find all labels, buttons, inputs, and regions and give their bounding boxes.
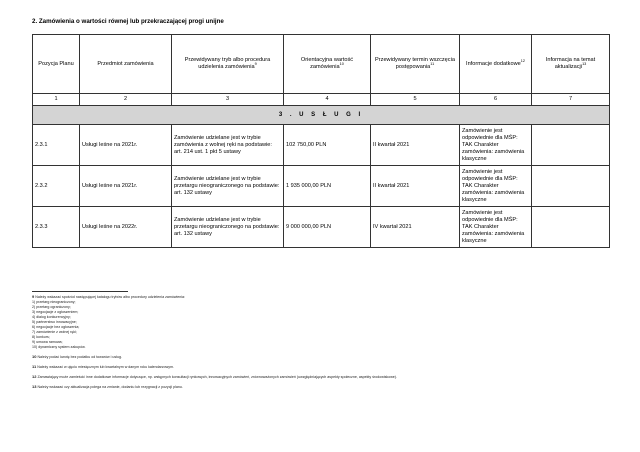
header-value: Orientacyjna wartość zamówienia$^{10}$ (284, 35, 371, 94)
procurement-plan-table (32, 34, 610, 248)
row-procedure: Zamówienie udzielane jest w trybie przetargu nieograniczonego na podstawie: art. 132 ustawy (172, 207, 284, 248)
row-value: 102 750,00 PLN (284, 125, 371, 166)
footnote-list-item: 8) konkurs; (32, 335, 50, 339)
footnote-list-item: 5) partnerstwo innowacyjne; (32, 320, 77, 324)
row-update-info (532, 207, 610, 248)
row-subject: Usługi leśne na 2021r. (80, 166, 172, 207)
row-term: IV kwartał 2021 (371, 207, 460, 248)
header-update-info: Informacja na temat aktualizacji$^{13}$ (532, 35, 610, 94)
row-procedure: Zamówienie udzielane jest w trybie zamówienia z wolnej ręki na podstawie: art. 214 ust. 1 pkt 5 ustawy (172, 125, 284, 166)
section-title: 3 . U S Ł U G I (33, 106, 610, 125)
column-number: 7 (532, 94, 610, 106)
footnote-9: 9 Należy wskazać spośród następującej katalogu trybów albo procedury udzielenia zamówienia: (32, 294, 186, 299)
footnote-list-item: 9) umowa ramowa; (32, 340, 63, 344)
table-row (33, 125, 610, 166)
header-procedure: Przewidywany tryb albo procedura udzielenia zamówienia$^9$ (172, 35, 284, 94)
row-subject: Usługi leśne na 2022r. (80, 207, 172, 248)
row-term: II kwartał 2021 (371, 125, 460, 166)
row-update-info (532, 125, 610, 166)
footnote-list-item: 7) zamówienie z wolnej ręki; (32, 330, 77, 334)
footnote-list-item: 6) negocjacje bez ogłoszenia; (32, 325, 80, 329)
column-number: 5 (371, 94, 460, 106)
section-heading: 2. Zamówienia o wartości równej lub przekraczającej progi unijne (32, 18, 224, 25)
row-term: II kwartał 2021 (371, 166, 460, 207)
row-additional-info: Zamówienie jest odpowiednie dla MŚP: TAK Charakter zamówienia: zamówienia klasyczne (460, 125, 532, 166)
row-additional-info: Zamówienie jest odpowiednie dla MŚP: TAK Charakter zamówienia: zamówienia klasyczne (460, 207, 532, 248)
row-position: 2.3.1 (33, 125, 80, 166)
row-additional-info: Zamówienie jest odpowiednie dla MŚP: TAK Charakter zamówienia: zamówienia klasyczne (460, 166, 532, 207)
table-row (33, 207, 610, 248)
row-position: 2.3.2 (33, 166, 80, 207)
table-row (33, 166, 610, 207)
footnote-separator (32, 291, 128, 292)
footnote-list-item: 10) dynamiczny system zakupów. (32, 345, 86, 349)
table-header-row (33, 35, 610, 94)
footnote-13: 13 Należy wskazać czy aktualizacja polega na zmianie, dodaniu lub rezygnacji z pozycji planu. (32, 384, 183, 389)
column-number: 3 (172, 94, 284, 106)
row-subject: Usługi leśne na 2021r. (80, 125, 172, 166)
column-number: 2 (80, 94, 172, 106)
footnote-12: 12 Zamawiający może zamieścić inne dodatkowe informacje dotyczące, np. wstępnych konsultacji rynkowych, innowacyjnych zamówień, zrównoważonych zamówień (uwzględniających aspekty społeczne, aspekty środowiskowe). (32, 374, 397, 379)
column-number: 1 (33, 94, 80, 106)
row-procedure: Zamówienie udzielane jest w trybie przetargu nieograniczonego na podstawie: art. 132 ustawy (172, 166, 284, 207)
row-position: 2.3.3 (33, 207, 80, 248)
row-value: 9 000 000,00 PLN (284, 207, 371, 248)
footnote-list-item: 3) negocjacje z ogłoszeniem; (32, 310, 79, 314)
header-additional-info: Informacje dodatkowe$^{12}$ (460, 35, 532, 94)
column-number: 4 (284, 94, 371, 106)
footnote-list-item: 4) dialog konkurencyjny; (32, 315, 71, 319)
row-value: 1 935 000,00 PLN (284, 166, 371, 207)
footnote-list-item: 1) przetarg nieograniczony; (32, 300, 76, 304)
section-row (33, 106, 610, 125)
header-subject: Przedmiot zamówienia (80, 35, 172, 94)
footnote-10: 10 Należy podać kwotę bez podatku od towarów i usług. (32, 354, 122, 359)
footnotes (32, 294, 622, 390)
header-position: Pozycja Planu (33, 35, 80, 94)
column-number-row (33, 94, 610, 106)
row-update-info (532, 166, 610, 207)
header-term: Przewidywany termin wszczęcia postępowania$^{11}$ (371, 35, 460, 94)
footnote-11: 11 Należy wskazać w ujęciu miesięcznym lub kwartalnym w danym roku kalendarzowym. (32, 364, 175, 369)
column-number: 6 (460, 94, 532, 106)
footnote-list-item: 2) przetarg ograniczony; (32, 305, 71, 309)
